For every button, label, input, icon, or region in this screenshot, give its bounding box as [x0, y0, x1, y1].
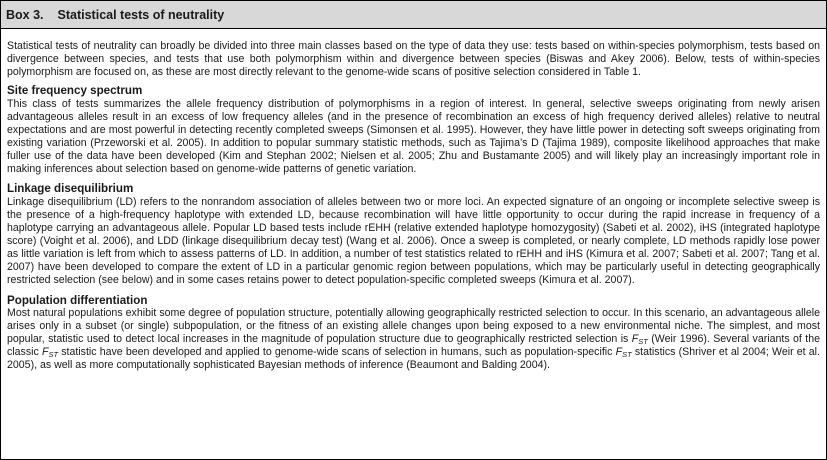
- section-heading: Population differentiation: [7, 293, 148, 307]
- fst-symbol: $F_{ST}$: [41, 346, 59, 360]
- section-text: This class of tests summarizes the allele frequency distribution of polymorphisms in a region of interest. In general, selective sweeps originating from newly arisen advantageous alleles result in an excess of low frequency alleles (and in the presence of recombination an excess of high frequency derived alleles) relative to neutral expectations and are most powerful in detecting recently completed sweeps (Simonsen et al. 1995). However, they have little power in detecting soft sweeps originating from existing variation (Przeworski et al. 2005). In addition to popular summary statistic methods, such as Tajima’s D (Tajima 1989), composite likelihood approaches that make fuller use of the data have been developed (Kim and Stephan 2002; Nielsen et al. 2005; Zhu and Bustamante 2005) and will likely play an increasingly important role in making inferences about selection based on genome-wide patterns of genetic variation.: [7, 97, 820, 176]
- box-content: [1, 29, 826, 372]
- section-text: Linkage disequilibrium (LD) refers to the nonrandom association of alleles between two or more loci. An expected signature of an ongoing or incomplete selective sweep is the presence of a high-frequency haplotype with extended LD, because recombination will have little opportunity to occur during the rapid increase in frequency of a haplotype carrying an advantageous allele. Popular LD based tests include rEHH (relative extended haplotype homozygosity) (Sabeti et al. 2002), iHS (integrated haplotype score) (Voight et al. 2006), and LDD (linkage disequilibrium decay test) (Wang et al. 2006). Once a sweep is completed, or nearly complete, LD methods rapidly lose power as little variation is left from which to assess patterns of LD. In addition, a number of test statistics related to rEHH and iHS (Kimura et al. 2007; Sabeti et al. 2007; Tang et al. 2007) have been developed to compare the extent of LD in a particular genomic region between populations, which may be particularly useful in detecting geographically restricted selection (see below) and in some cases retains power to detect population-specific completed sweeps (Kimura et al. 2007).: [7, 195, 820, 287]
- section-text: Most natural populations exhibit some degree of population structure, potentially allowing geographically restricted selection to occur. In this scenario, an advantageous allele arises only in a subset (or single) subpopulation, or the fitness of an existing allele changes upon being exposed to a new environmental niche. The simplest, and most popular, statistic used to detect local increases in the magnitude of population structure due to geographically restricted selection is $F_{ST}$ (Weir 1996). Several variants of the classic $F_{ST}$ statistic have been developed and applied to genome-wide scans of selection in humans, such as population-specific $F_{ST}$ statistics (Shriver et al 2004; Weir et al. 2005), as well as more computationally sophisticated Bayesian methods of inference (Beaumont and Balding 2004).: [7, 307, 820, 372]
- section-heading: Site frequency spectrum: [7, 84, 143, 98]
- box-number: Box 3.: [6, 7, 44, 22]
- section-site-frequency-spectrum: [7, 84, 820, 176]
- section-population-differentiation: [7, 294, 820, 373]
- box-title: Statistical tests of neutrality: [57, 7, 225, 22]
- box-header: [1, 1, 826, 29]
- section-linkage-disequilibrium: [7, 182, 820, 287]
- fst-symbol: $F_{ST}$: [631, 333, 648, 347]
- intro-paragraph: Statistical tests of neutrality can broadly be divided into three main classes based on the type of data they use: tests based on within-species polymorphism, tests based on divergence between species, and tests that use both polymorphism within and divergence between species (Biswas and Akey 2006). Below, tests of within-species polymorphism are focused on, as these are most directly relevant to the genome-wide scans of positive selection considered in Table 1.: [7, 40, 820, 79]
- fst-symbol: $F_{ST}$: [615, 346, 632, 360]
- section-heading: Linkage disequilibrium: [7, 182, 134, 196]
